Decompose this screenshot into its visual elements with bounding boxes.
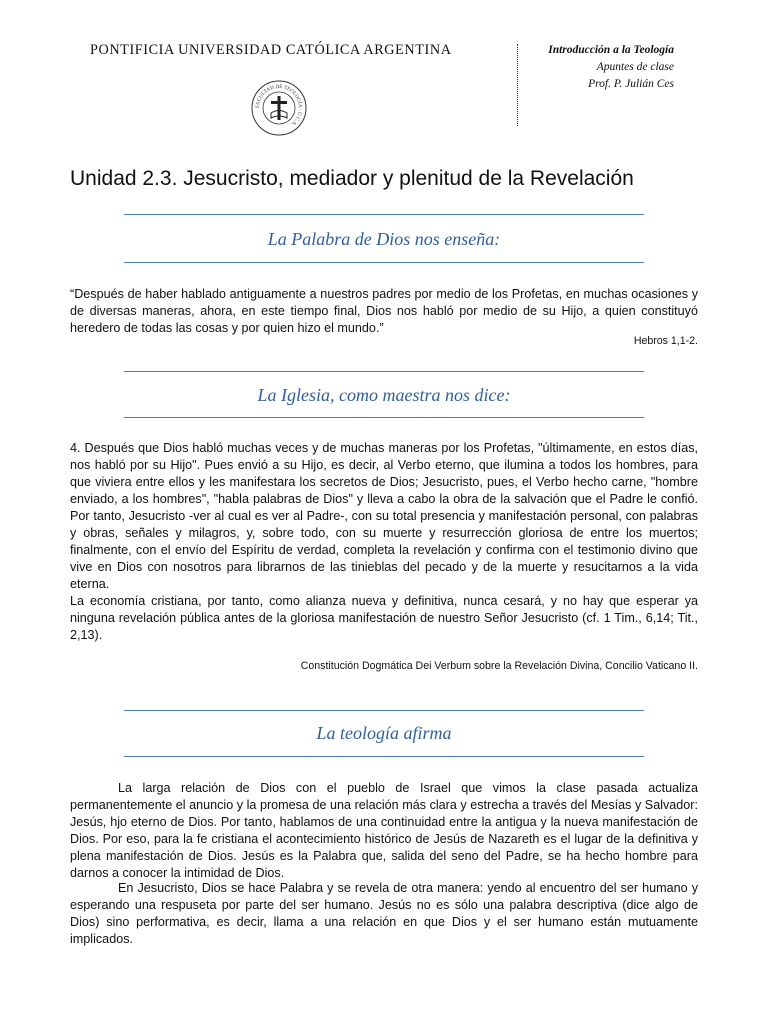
course-info bbox=[548, 42, 674, 93]
course-subtitle: Apuntes de clase bbox=[596, 61, 674, 73]
section2-heading: La Iglesia, como maestra nos dice: bbox=[257, 385, 511, 405]
header-separator bbox=[517, 44, 518, 126]
section3-paragraph-2: En Jesucristo, Dios se hace Palabra y se revela de otra manera: yendo al encuentro del ser humano y esperando una respuseta por parte del ser humano. Jesús no es sólo una palabra descriptiva (dice algo de Dios) sino performativa, es decir, llama a una relación en que Dios y el ser humano están mutuamente implicados. bbox=[70, 881, 698, 946]
section3-bottom-rule bbox=[124, 756, 644, 757]
professor-name: Prof. P. Julián Ces bbox=[588, 78, 674, 90]
section1-quote: “Después de haber hablado antiguamente a nuestros padres por medio de los Profetas, en muchas ocasiones y de diversas maneras, ahora, en este tiempo final, Dios nos habló por medio de su Hijo, a quien constituyó heredero de todas las cosas y por quien hizo el mundo.” bbox=[70, 287, 698, 335]
section1-top-rule bbox=[124, 214, 644, 215]
section2-reference: Constitución Dogmática Dei Verbum sobre la Revelación Divina, Concilio Vaticano II. bbox=[300, 660, 698, 672]
svg-text:FACULTAD DE TEOLOGÍA · U.C.A.: FACULTAD DE TEOLOGÍA · U.C.A. bbox=[254, 83, 304, 128]
section2-top-rule bbox=[124, 371, 644, 372]
section1-reference: Hebros 1,1-2. bbox=[633, 335, 698, 347]
unit-title: Unidad 2.3. Jesucristo, mediador y plenitud de la Revelación bbox=[70, 167, 634, 190]
university-seal-icon bbox=[251, 80, 307, 136]
course-title: Introducción a la Teología bbox=[548, 44, 674, 56]
section3-top-rule bbox=[124, 710, 644, 711]
section1-heading: La Palabra de Dios nos enseña: bbox=[267, 229, 501, 249]
section2-bottom-rule bbox=[124, 417, 644, 418]
section3-paragraph-1: La larga relación de Dios con el pueblo de Israel que vimos la clase pasada actualiza permanentemente el anuncio y la promesa de una relación más clara y estrecha a través del Mesías y Salvador: Jesús, hjo eterno de Dios. Por tanto, hablamos de una continuidad entre la antigua y la nueva manifestación de Dios. Por eso, para la fe cristiana el acontecimiento histórico de Jesús de Nazareth es el lugar de la definitiva y plena manifestación de Dios. Jesús es la Palabra que, salida del seno del Padre, se ha hecho hombre para darnos a conocer la intimidad de Dios. bbox=[70, 781, 698, 880]
university-name: PONTIFICIA UNIVERSIDAD CATÓLICA ARGENTINA bbox=[90, 42, 452, 58]
section3-heading: La teología afirma bbox=[316, 723, 452, 743]
section2-paragraph-2: La economía cristiana, por tanto, como alianza nueva y definitiva, nunca cesará, y no hay que esperar ya ninguna revelación pública antes de la gloriosa manifestación de nuestro Señor Jesucristo (cf. 1 Tim., 6,14; Tit., 2,13). bbox=[70, 594, 698, 642]
section1-bottom-rule bbox=[124, 262, 644, 263]
section2-paragraph-1: 4. Después que Dios habló muchas veces y de muchas maneras por los Profetas, "últimamente, en estos días, nos habló por su Hijo". Pues envió a su Hijo, es decir, al Verbo eterno, que ilumina a todos los hombres, para que viviera entre ellos y les manifestara los secretos de Dios; Jesucristo, pues, el Verbo hecho carne, "hombre enviado, a los hombres", "habla palabras de Dios" y lleva a cabo la obra de la salvación que el Padre le confió. Por tanto, Jesucristo -ver al cual es ver al Padre-, con su total presencia y manifestación personal, con palabras y obras, señales y milagros, y, sobre todo, con su muerte y resurrección gloriosa de entre los muertos; finalmente, con el envío del Espíritu de verdad, completa la revelación y confirma con el testimonio divino que vive en Dios con nosotros para librarnos de las tinieblas del pecado y de la muerte y resucitarnos a la vida eterna. bbox=[70, 441, 698, 591]
